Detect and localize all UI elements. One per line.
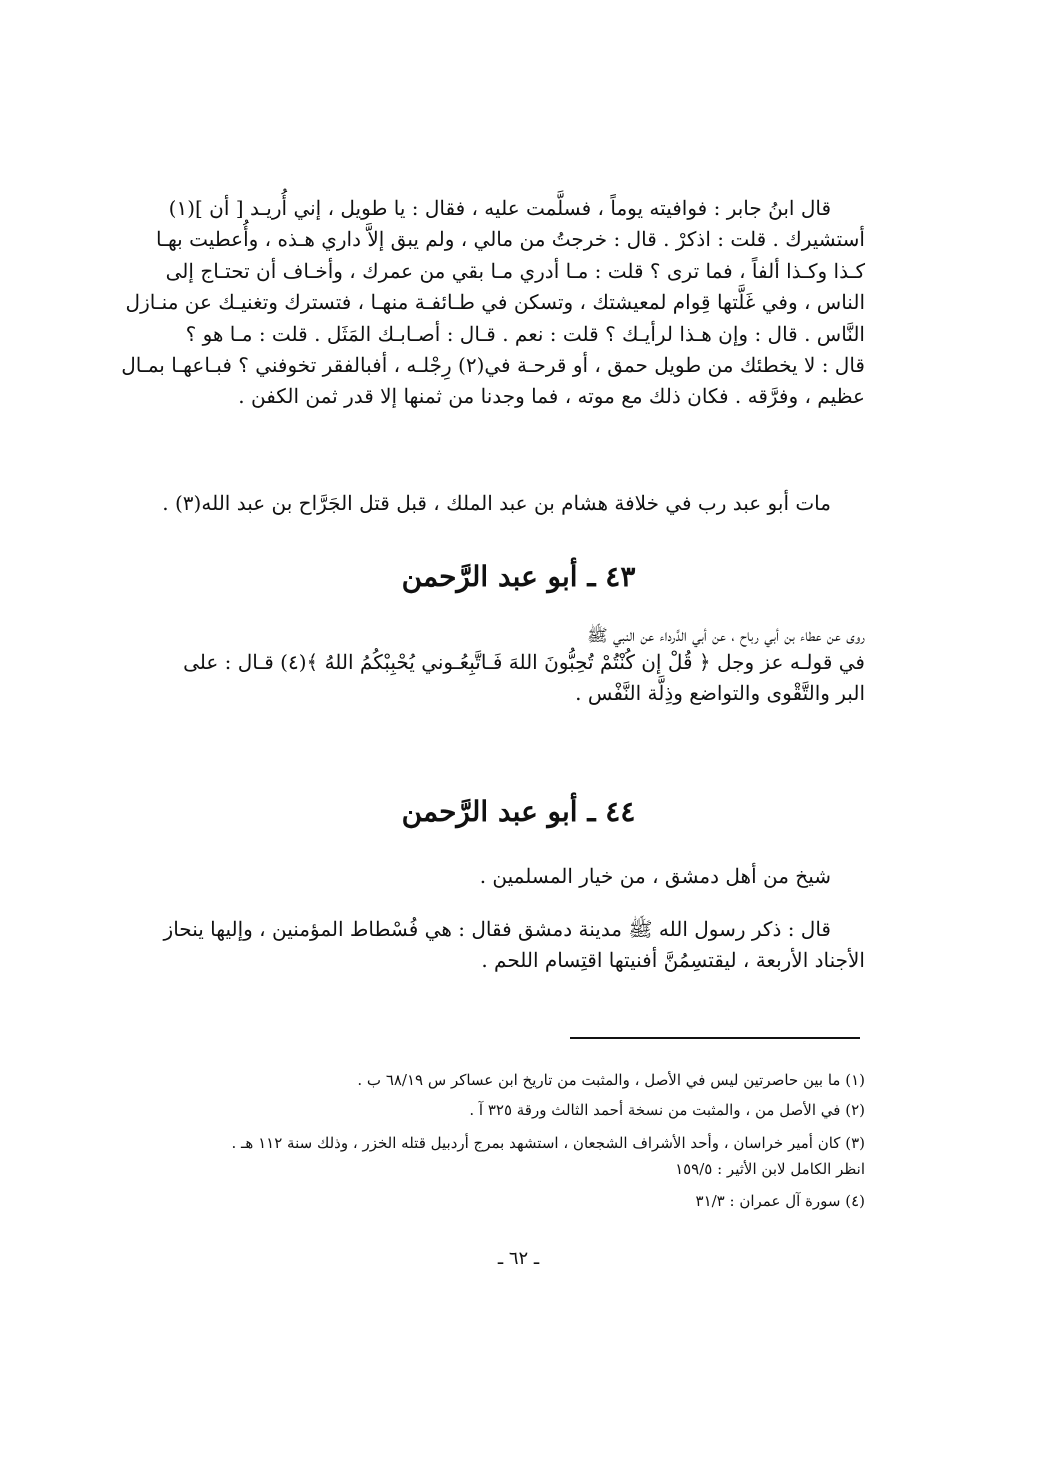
footnote-4: (٤) سورة آل عمران : ٣١/٣ <box>695 1192 865 1210</box>
entry-44-text <box>163 914 865 977</box>
text-line: البر والتَّقْوى والتواضع وذِلَّة النَّفْس . <box>575 681 865 706</box>
text-line: النَّاس . قال : وإن هـذا لرأيـك ؟ قلت : نعم . قـال : أصـابـك المَثَل . قلت : مـا هو ؟ <box>185 321 865 346</box>
page-number: ـ ٦٢ ـ <box>497 1248 540 1269</box>
paragraph-abu-abd-rabb-story <box>121 193 865 413</box>
entry-44-body <box>163 914 865 977</box>
text-line: في قولـه عز وجل ﴿ قُلْ إن كُنْتُمْ تُحِبُّونَ اللهَ فَـاتَّبِعُـوني يُحْبِبْكُمُ اللهُ ﴾(٤) قـال : على <box>183 650 865 674</box>
entry-43-body <box>173 625 865 710</box>
text-line: أستشيرك . قلت : اذكرْ . قال : خرجتُ من مالي ، ولم يبق إلاَّ داري هـذه ، وأُعطيت بهـا <box>155 227 865 252</box>
text-line: قال : ذكر رسول الله ﷺ مدينة دمشق فقال : هي فُسْطاط المؤمنين ، وإليها ينحاز <box>163 917 831 941</box>
entry-43-intro <box>173 625 865 647</box>
text-line: شيخ من أهل دمشق ، من خيار المسلمين . <box>479 864 831 888</box>
text-line: قال ابنُ جابر : فوافيته يوماً ، فسلَّمت عليه ، فقال : يا طويل ، إني أُريـد [ أن ](١) <box>168 196 831 220</box>
text-line: مات أبو عبد رب في خلافة هشام بن عبد الملك ، قبل قتل الجَرَّاح بن عبد الله(٣) . <box>162 491 831 515</box>
entry-44-intro <box>173 861 865 892</box>
footnote-separator <box>570 1037 860 1039</box>
entry-43-text <box>173 647 865 710</box>
text-line: روى عن عطاء بن أبي رباح ، عن أبي الدَّرداء عن النبي ﷺ <box>587 626 865 646</box>
footnote-2: (٢) في الأصل من ، والمثبت من نسخة أحمد الثالث ورقة ٣٢٥ آ . <box>469 1101 865 1119</box>
text-line: كـذا وكـذا ألفاً ، فما ترى ؟ قلت : مـا أدري مـا بقي من عمرك ، وأخـاف أن تحتـاج إلى <box>165 258 865 283</box>
entry-heading-44: ٤٤ ـ أبو عبد الرَّحمن <box>401 795 636 828</box>
death-note-text <box>162 488 865 519</box>
entry-heading-43: ٤٣ ـ أبو عبد الرَّحمن <box>401 560 636 593</box>
paragraph-death-note <box>162 488 865 519</box>
footnote-3: (٣) كان أمير خراسان ، وأحد الأشراف الشجعان ، استشهد بمرج أردبيل قتله الخزر ، وذلك سنة ١١٢ هـ . <box>231 1134 865 1152</box>
footnote-3-continued: انظر الكامل لابن الأثير : ١٥٩/٥ <box>675 1160 865 1178</box>
story-lines <box>121 193 865 413</box>
text-line: الأجناد الأربعة ، ليقتسِمُنَّ أفنيتها اقتِسام اللحم . <box>481 948 865 973</box>
footnote-1: (١) ما بين حاصرتين ليس في الأصل ، والمثبت من تاريخ ابن عساكر س ٦٨/١٩ ب . <box>357 1071 865 1089</box>
text-line: قال : لا يخطئك من طويل حمق ، أو قرحـة في(٢) رِجْلـه ، أفبالفقر تخوفني ؟ فبـاعهـا بمـال <box>121 353 865 378</box>
entry-44-intro-text <box>173 861 865 892</box>
text-line: الناس ، وفي غَلَّتها قِوام لمعيشتك ، وتسكن في طـائفـة منهـا ، فتسترك وتغنيـك عن منـازل <box>125 290 865 315</box>
text-line: عظيم ، وفرَّقه . فكان ذلك مع موته ، فما وجدنا من ثمنها إلا قدر ثمن الكفن . <box>238 384 865 409</box>
